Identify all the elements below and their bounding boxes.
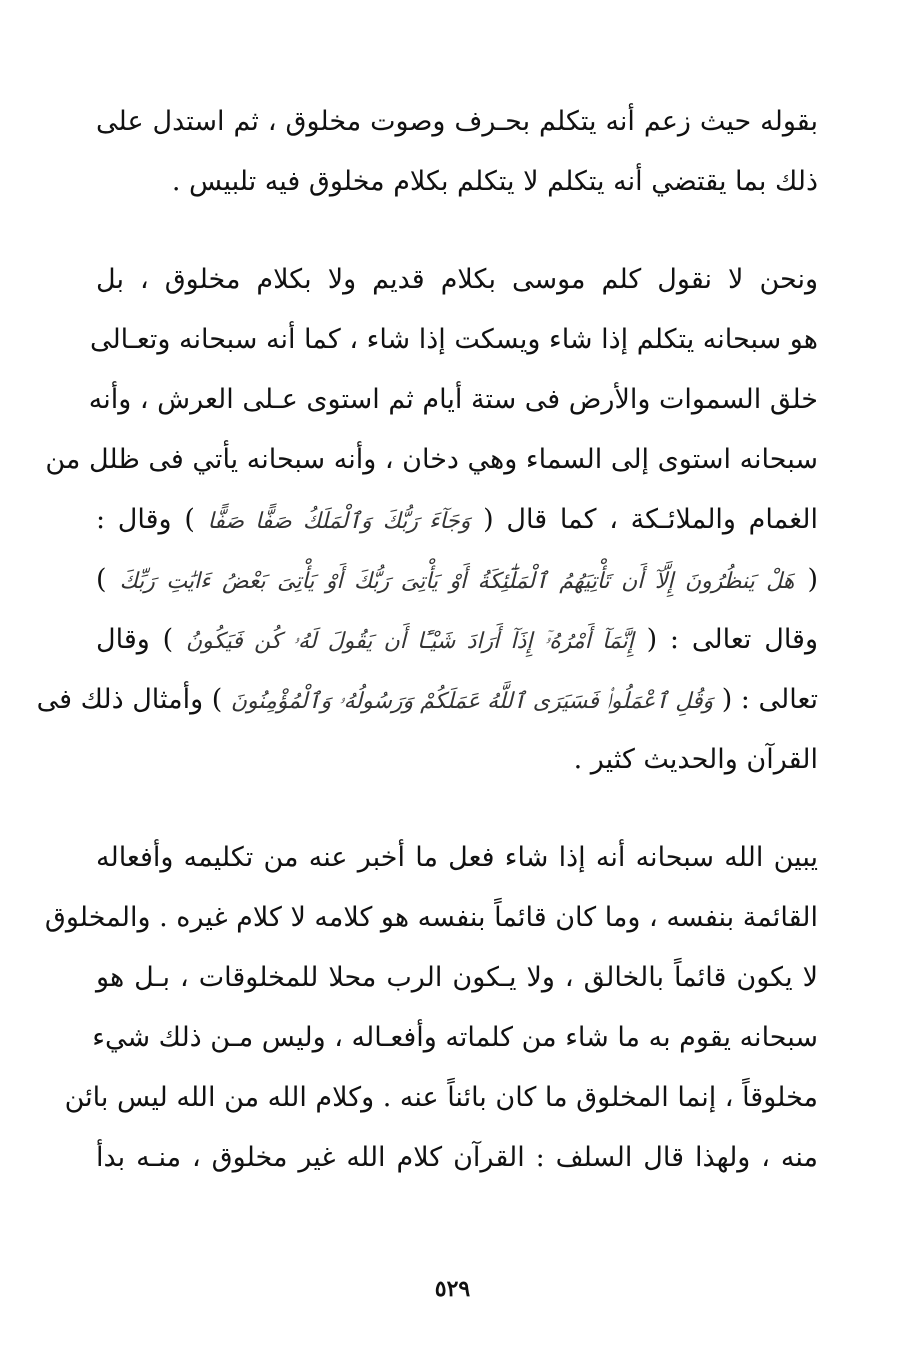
- verse-lead: وقال تعالى : (: [633, 624, 818, 655]
- quran-verse: وَقُلِ ٱعْمَلُوا۟ فَسَيَرَى ٱللَّهُ عَمَلَكُمْ وَرَسُولُهُۥ وَٱلْمُؤْمِنُونَ: [230, 689, 714, 714]
- text-line: سبحانه يقوم به ما شاء من كلماته وأفعـاله ، وليس مـن ذلك شيء: [92, 1022, 818, 1053]
- text-line-with-verse: [36, 670, 818, 730]
- text-line: القائمة بنفسه ، وما كان قائماً بنفسه هو كلامه لا كلام غيره . والمخلوق: [44, 902, 818, 933]
- quran-verse: هَلْ يَنظُرُونَ إِلَّآ أَن تَأْتِيَهُمُ ٱلْمَلَٰٓئِكَةُ أَوْ يَأْتِىَ رَبُّكَ أَوْ يَأْتِىَ بَعْضُ ءَايَٰتِ رَبِّكَ: [119, 569, 795, 594]
- verse-tail: ) وأمثال ذلك فى: [36, 684, 231, 715]
- verse-lead: (: [794, 564, 818, 595]
- quran-verse: وَجَآءَ رَبُّكَ وَٱلْمَلَكُ صَفًّا صَفًّا: [207, 509, 471, 534]
- text-line: خلق السموات والأرض فى ستة أيام ثم استوى عـلى العرش ، وأنه: [88, 384, 818, 415]
- text-line: هو سبحانه يتكلم إذا شاء ويسكت إذا شاء ، كما أنه سبحانه وتعـالى: [89, 324, 818, 355]
- page-number: ٥٢٩: [434, 1276, 471, 1302]
- text-line: يبين الله سبحانه أنه إذا شاء فعل ما أخبر عنه من تكليمه وأفعاله: [96, 842, 818, 873]
- text-line: منه ، ولهذا قال السلف : القرآن كلام الله غير مخلوق ، منـه بدأ: [96, 1142, 818, 1173]
- text-line: مخلوقاً ، إنما المخلوق ما كان بائناً عنه . وكلام الله من الله ليس بائن: [64, 1082, 818, 1113]
- text-line: القرآن والحديث كثير .: [573, 744, 818, 775]
- text-line: سبحانه استوى إلى السماء وهي دخان ، وأنه سبحانه يأتي فى ظلل من: [45, 444, 818, 475]
- text-line-with-verse: [96, 550, 818, 610]
- quran-verse: إِنَّمَآ أَمْرُهُۥٓ إِذَآ أَرَادَ شَيْـًٔا أَن يَقُولَ لَهُۥ كُن فَيَكُونُ: [186, 629, 634, 654]
- text-line-with-verse: [96, 490, 818, 550]
- verse-tail: ) وقال :: [96, 504, 208, 535]
- page-text: [36, 92, 818, 1188]
- text-line: ذلك بما يقتضي أنه يتكلم لا يتكلم بكلام مخلوق فيه تلبيس .: [171, 166, 818, 197]
- verse-lead: الغمام والملائـكة ، كما قال (: [470, 504, 818, 535]
- verse-tail: ) وقال: [96, 624, 186, 655]
- text-line: لا يكون قائماً بالخالق ، ولا يـكون الرب محلا للمخلوقات ، بـل هو: [96, 962, 818, 993]
- text-line-with-verse: [96, 610, 818, 670]
- text-line: ونحن لا نقول كلم موسى بكلام قديم ولا بكلام مخلوق ، بل: [96, 264, 818, 295]
- verse-tail: ): [96, 564, 120, 595]
- verse-lead: تعالى : (: [713, 684, 818, 715]
- text-line: بقوله حيث زعم أنه يتكلم بحـرف وصوت مخلوق ، ثم استدل على: [96, 106, 818, 137]
